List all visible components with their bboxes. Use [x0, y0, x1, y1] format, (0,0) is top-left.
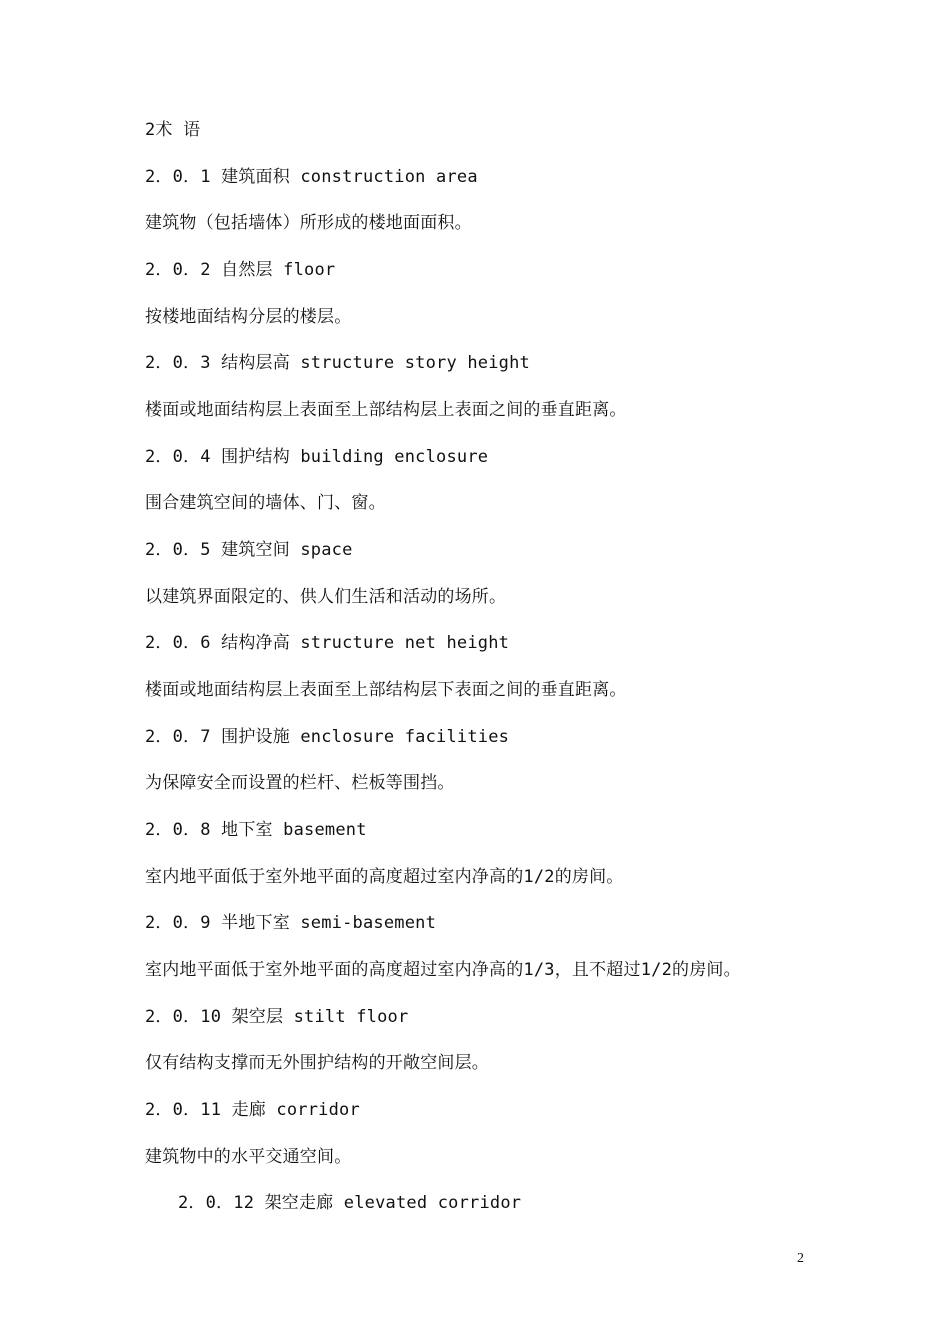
- term-definition-2-0-3: 楼面或地面结构层上表面至上部结构层上表面之间的垂直距离。: [145, 400, 627, 420]
- term-definition-2-0-1: 建筑物（包括墙体）所形成的楼地面面积。: [145, 213, 472, 233]
- term-heading-2-0-7: 2．0．7 围护设施 enclosure facilities: [145, 727, 510, 747]
- term-heading-2-0-12: 2．0．12 架空走廊 elevated corridor: [178, 1193, 522, 1213]
- term-heading-2-0-4: 2．0．4 围护结构 building enclosure: [145, 447, 489, 467]
- term-definition-2-0-11: 建筑物中的水平交通空间。: [145, 1147, 352, 1167]
- term-heading-2-0-9: 2．0．9 半地下室 semi-basement: [145, 913, 437, 933]
- term-definition-2-0-5: 以建筑界面限定的、供人们生活和活动的场所。: [145, 587, 507, 607]
- term-definition-2-0-8: 室内地平面低于室外地平面的高度超过室内净高的1/2的房间。: [145, 867, 624, 887]
- term-definition-2-0-4: 围合建筑空间的墙体、门、窗。: [145, 493, 386, 513]
- term-heading-2-0-10: 2．0．10 架空层 stilt floor: [145, 1007, 409, 1027]
- term-definition-2-0-6: 楼面或地面结构层上表面至上部结构层下表面之间的垂直距离。: [145, 680, 627, 700]
- term-heading-2-0-5: 2．0．5 建筑空间 space: [145, 540, 353, 560]
- term-definition-2-0-7: 为保障安全而设置的栏杆、栏板等围挡。: [145, 773, 455, 793]
- page-number: 2: [797, 1251, 804, 1266]
- term-heading-2-0-3: 2．0．3 结构层高 structure story height: [145, 353, 530, 373]
- term-heading-2-0-1: 2．0．1 建筑面积 construction area: [145, 167, 478, 187]
- term-definition-2-0-10: 仅有结构支撑而无外围护结构的开敞空间层。: [145, 1053, 489, 1073]
- term-heading-2-0-11: 2．0．11 走廊 corridor: [145, 1100, 360, 1120]
- term-definition-2-0-2: 按楼地面结构分层的楼层。: [145, 307, 352, 327]
- term-heading-2-0-6: 2．0．6 结构净高 structure net height: [145, 633, 510, 653]
- term-definition-2-0-9: 室内地平面低于室外地平面的高度超过室内净高的1/3，且不超过1/2的房间。: [145, 960, 741, 980]
- term-heading-2-0-8: 2．0．8 地下室 basement: [145, 820, 367, 840]
- section-heading: 2术 语: [145, 120, 201, 140]
- term-heading-2-0-2: 2．0．2 自然层 floor: [145, 260, 336, 280]
